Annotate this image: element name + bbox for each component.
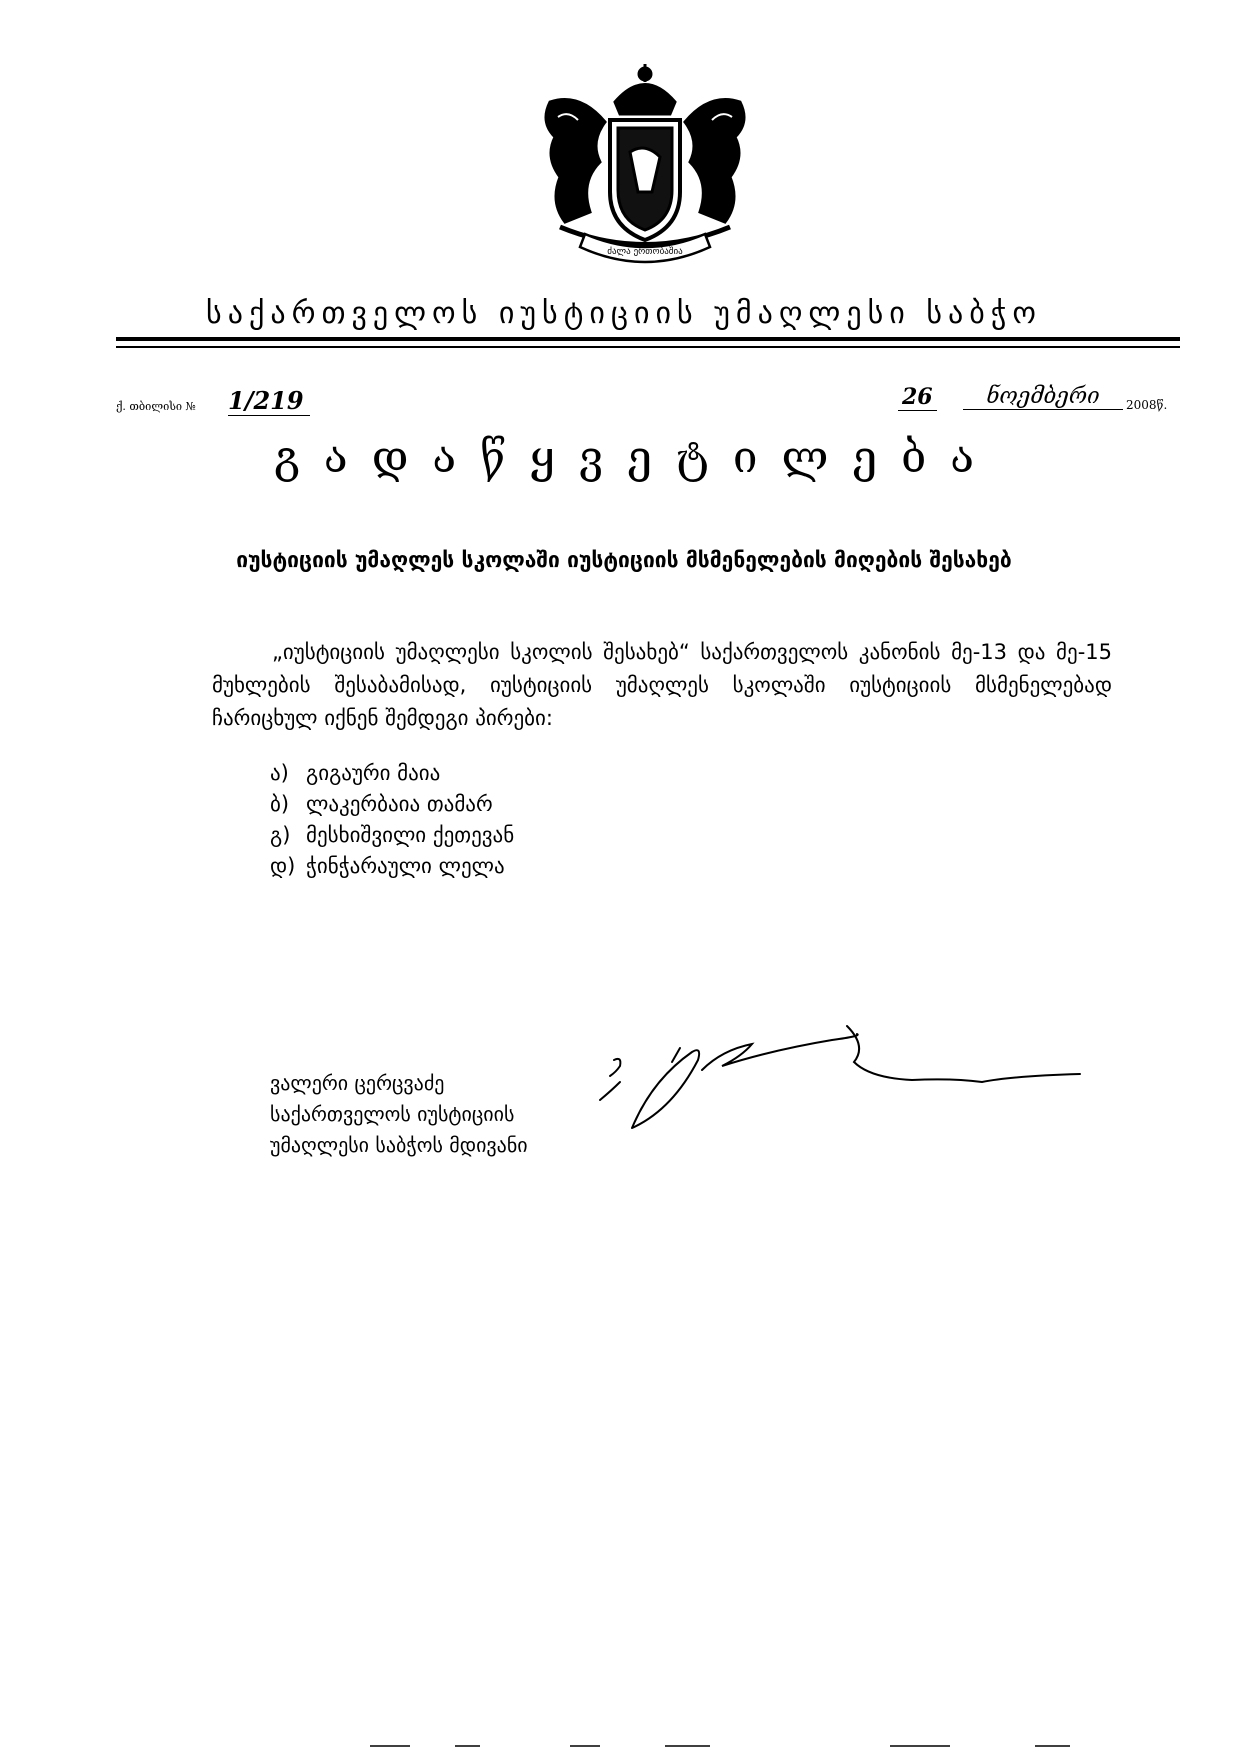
persons-list (270, 758, 514, 882)
footer-scan-marks (370, 1740, 1090, 1752)
date-day: 26 (898, 384, 937, 411)
list-item: გ) მესხიშვილი ქეთევან (270, 823, 515, 847)
council-title: საქართველოს იუსტიციის უმაღლესი საბჭო (206, 296, 1042, 331)
signatory-block (270, 1068, 528, 1161)
list-item: ბ) ლაკერბაია თამარ (270, 792, 493, 816)
header-rule-thin (116, 346, 1180, 348)
document-heading: გადაწყვეტილება (273, 432, 998, 483)
handwritten-signature (592, 1010, 1092, 1140)
order-number-label: ქ. თბილისი № (116, 400, 196, 413)
coat-of-arms-motto: ძალა ერთობაშია (607, 247, 683, 257)
document-subject: იუსტიციის უმაღლეს სკოლაში იუსტიციის მსმენელების მიღების შესახებ (236, 548, 1012, 572)
order-number: 1/219 (228, 386, 310, 416)
document-body: „იუსტიციის უმაღლესი სკოლის შესახებ“ საქართველოს კანონის მე-13 და მე-15 მუხლების შესაბამისად, იუსტიციის უმაღლეს სკოლაში იუსტიციის მსმენელებად ჩარიცხულ იქნენ შემდეგი პირები: (212, 640, 1112, 730)
header-rule-thick (116, 337, 1180, 341)
list-item: დ) ჭინჭარაული ლელა (270, 854, 505, 878)
signatory-title: საქართველოს იუსტიციის (270, 1102, 515, 1126)
date-month: ნოემბერი (963, 384, 1123, 410)
signatory-title: უმაღლესი საბჭოს მდივანი (270, 1133, 528, 1157)
coat-of-arms-emblem (520, 62, 770, 280)
signatory-name: ვალერი ცერცვაძე (270, 1071, 445, 1095)
date-year: 2008წ. (1126, 398, 1168, 412)
list-item: ა) გიგაური მაია (270, 761, 441, 785)
